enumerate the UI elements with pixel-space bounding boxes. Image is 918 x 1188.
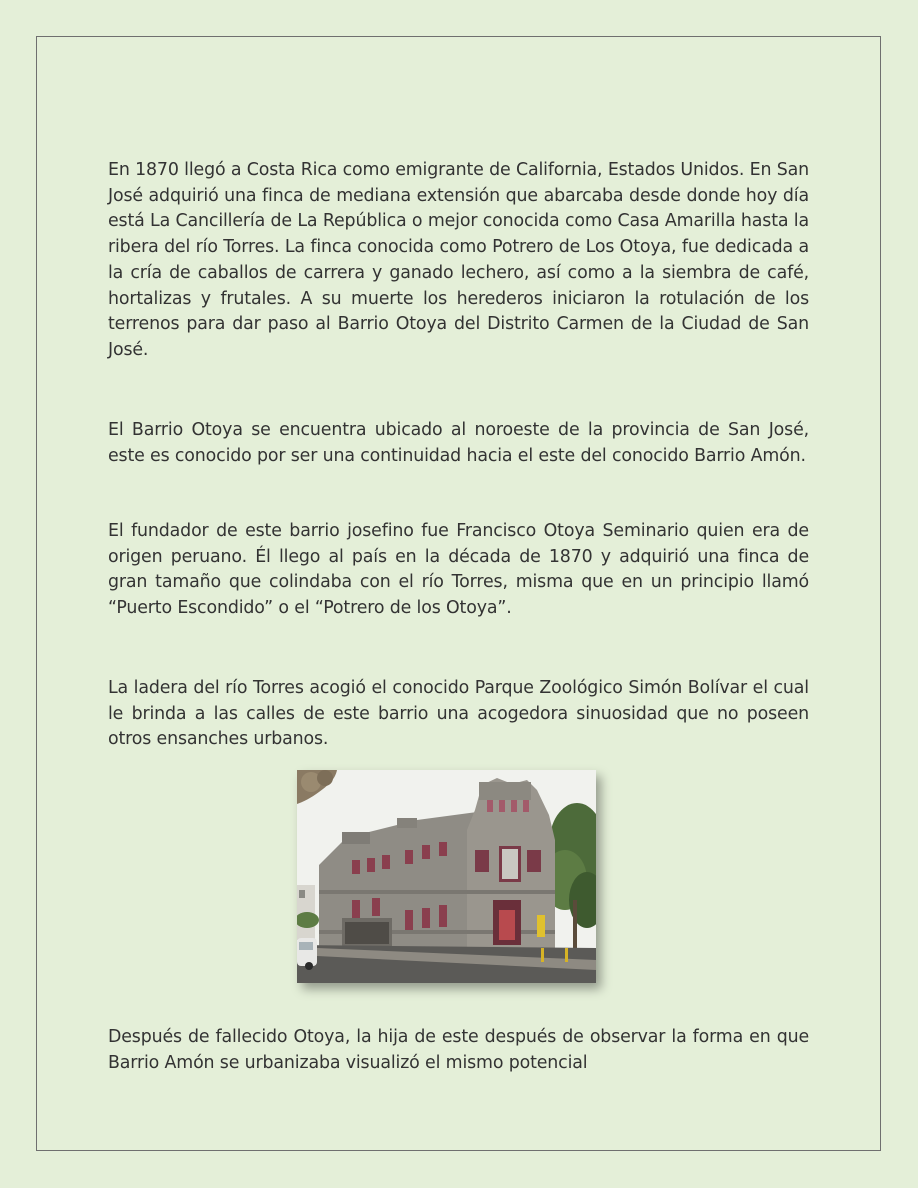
car	[297, 938, 317, 970]
building-photo	[297, 770, 596, 983]
paragraph-zoo: La ladera del río Torres acogió el conocido Parque Zoológico Simón Bolívar el cual le brinda a las calles de este barrio una acogedora sinuosidad que no poseen otros ensanches urbanos.	[108, 678, 809, 750]
paragraph-founder: El fundador de este barrio josefino fue Francisco Otoya Seminario quien era de origen peruano. Él llego al país en la década de 1870 y adquirió una finca de gran tamaño que colindaba con el río Torres, misma que en un principio llamó “Puerto Escondido” o el “Potrero de los Otoya”.	[108, 521, 809, 619]
paragraph-finca-history: En 1870 llegó a Costa Rica como emigrante de California, Estados Unidos. En San José adquirió una finca de mediana extensión que abarcaba desde donde hoy día está La Cancillería de La República o mejor conocida como Casa Amarilla hasta la ribera del río Torres. La finca conocida como Potrero de Los Otoya, fue dedicada a la cría de caballos de carrera y ganado lechero, así como a la siembra de café, hortalizas y frutales. A su muerte los herederos iniciaron la rotulación de los terrenos para dar paso al Barrio Otoya del Distrito Carmen de la Ciudad de San José.	[108, 160, 809, 360]
paragraph-barrio-location: El Barrio Otoya se encuentra ubicado al noroeste de la provincia de San José, este es conocido por ser una continuidad hacia el este del conocido Barrio Amón.	[108, 420, 809, 466]
paragraph-daughter: Después de fallecido Otoya, la hija de este después de observar la forma en que Barrio Amón se urbanizaba visualizó el mismo potencial	[108, 1027, 809, 1073]
